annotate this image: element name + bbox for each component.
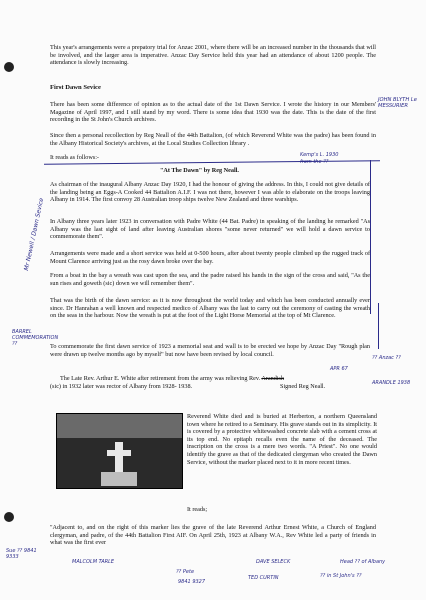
quote-paragraph-7-cont (50, 383, 380, 391)
handwriting-bottom-3: ?? Pete (176, 569, 195, 575)
quote-title: "At The Dawn" by Reg Neall. (160, 167, 239, 174)
signature-text: Signed Reg Neall. (280, 383, 326, 390)
paragraph-recollection: Since then a personal recollection by Reg Neall of the 44th Battalion, (of which Reverend White was the padre) has been found in the Albany Historical Society's archives, at the Local Studies Collection library . (50, 132, 376, 147)
quote-paragraph-4: From a boat in the bay a wreath was cast upon the sea, and the padre raised his hands in the sign of the cross and said, "As the sun rises and goweth (sic) down we will remember them". (50, 272, 370, 287)
quote-paragraph-6: To commemorate the first dawn service of 1923 a memorial seat and wall is to be erected we hope by Anzac Day "Rough plan were drawn up twelve months ago by myself" but now have been revised by local council. (50, 343, 370, 358)
bracket-right-line (370, 160, 371, 314)
quote-paragraph-5: That was the birth of the dawn service: as it is now throughout the world today and which has been conducted annually ever since. Dr Hanrahan a well known and respected medico of Albany was the last to carry out the ceremony of casting the wreath on the seas in the harbour. Now the wreath is put at the foot of the Light Horse Memorial at the top of Mt Clarence. (50, 297, 370, 320)
punch-hole (4, 512, 14, 522)
handwriting-bottom-6: TED CURTIN (248, 575, 279, 581)
handwriting-arandle: ARANDLE 1938 (372, 380, 411, 386)
handwriting-bottom-8: ?? in St John's ?? (320, 573, 362, 579)
rector-text: The Late Rev. Arthur E. White after retirement from the army was relieving Rev. (60, 375, 261, 382)
handwriting-left-1: Mr Newell / Dawn Sevice (23, 197, 46, 272)
rector-text-cont: (sic) in 1932 later was rector of Albany from 1928- 1938. (50, 383, 193, 390)
handwriting-top-right: JOHN BLYTH Le MESSURIER (378, 97, 417, 109)
handwriting-quote-note1: Kemp's L. 1930 (300, 152, 339, 158)
handwriting-anzac: ?? Anzac ?? (372, 355, 401, 361)
grave-marker-paragraph: "Adjacent to, and on the right of this marker lies the grave of the late Reverend Arthur Ernest White, a Church of England clergyman, and padre, of the 44th Battalion First AIF. On April 25th, 1923 at Albany W.A., Rev White led a party of friends in what was the first ever (50, 524, 376, 547)
struck-name: Arandish (261, 375, 285, 382)
reads-as-label: It reads as follows:- (50, 154, 99, 161)
handwriting-left-2: BARREL COMMEMORATION ?? (12, 329, 59, 347)
quote-paragraph-1: As chairman of the inaugural Albany Anzac Day 1920, I had the honour of giving the address. In this, I could not give details of the landing being an Eggs-A Cooked 44 Battalion A.I.F. I was not there, however I was able to elaborate on the troops leaving Albany in 1914. The first convoy 28 Australian troop ships twelve New Zealand and three warships. (50, 181, 370, 204)
handwriting-apr: APR 67 (330, 366, 348, 372)
handwriting-bottom-2: MALCOLM TARLE (72, 559, 115, 565)
margin-mark (378, 303, 379, 349)
punch-hole (4, 62, 14, 72)
quote-paragraph-2: In Albany three years later 1923 in conversation with Padre White (44 Bat. Padre) in speaking of the landing he remarked "As Albany was the last sight of land after leaving Australian shores "some never returned" we will hold a dawn service to commemorate them". (50, 218, 370, 241)
handwriting-bottom-1: Sue ?? 9841 9333 (6, 548, 37, 560)
handwriting-bottom-5: DAVE SELECK (256, 559, 291, 565)
quote-paragraph-7 (60, 375, 380, 383)
quote-paragraph-3: Arrangements were made and a short service was held at 0-500 hours, after about twenty people climbed up the rugged track of Mount Clarence arriving just as the rosy dawn broke over the bay. (50, 250, 370, 265)
it-reads-label: It reads; (187, 506, 208, 513)
intro-paragraph: This year's arrangements were a prepatory trial for Anzac 2001, where there will be an increased number in the thousands that will be involved, and the larger area is imperative. Anzac Day Service held this year had an attendance of about 1200 people. The attendance is slowly increasing. (50, 44, 376, 67)
section-title: First Dawn Sevice (50, 84, 101, 91)
paragraph-opinion: There has been some difference of opinion as to the actual date of the 1st Dawn Service. I wrote the history in our Members' Magazine of April 1997, and I still stand by my word. There is some idea that 1930 was the date. This is the date of the first recording in the St John's Church archives. (50, 101, 376, 124)
photo-caption-paragraph: Reverend White died and is buried at Herberton, a northern Queensland town where he retired to a Seminary. His grave stands out in its simplicity. It is covered by a protective whitewashed concrete slab with a cement cross at its top end. No epitaph recalls even the name of the deceased. The inscription on the cross is a mere two words. "A Priest". No one would identify the grave as that of the dedicated clergyman who created the Dawn Service, without the marker placed next to it in more recent times. (187, 413, 377, 466)
handwriting-bottom-7: Head ?? of Albany (340, 559, 386, 565)
grave-photo (56, 413, 183, 489)
handwriting-bottom-4: 9841 9327 (178, 579, 206, 585)
handwriting-quote-note2: from the ?? (300, 159, 329, 165)
